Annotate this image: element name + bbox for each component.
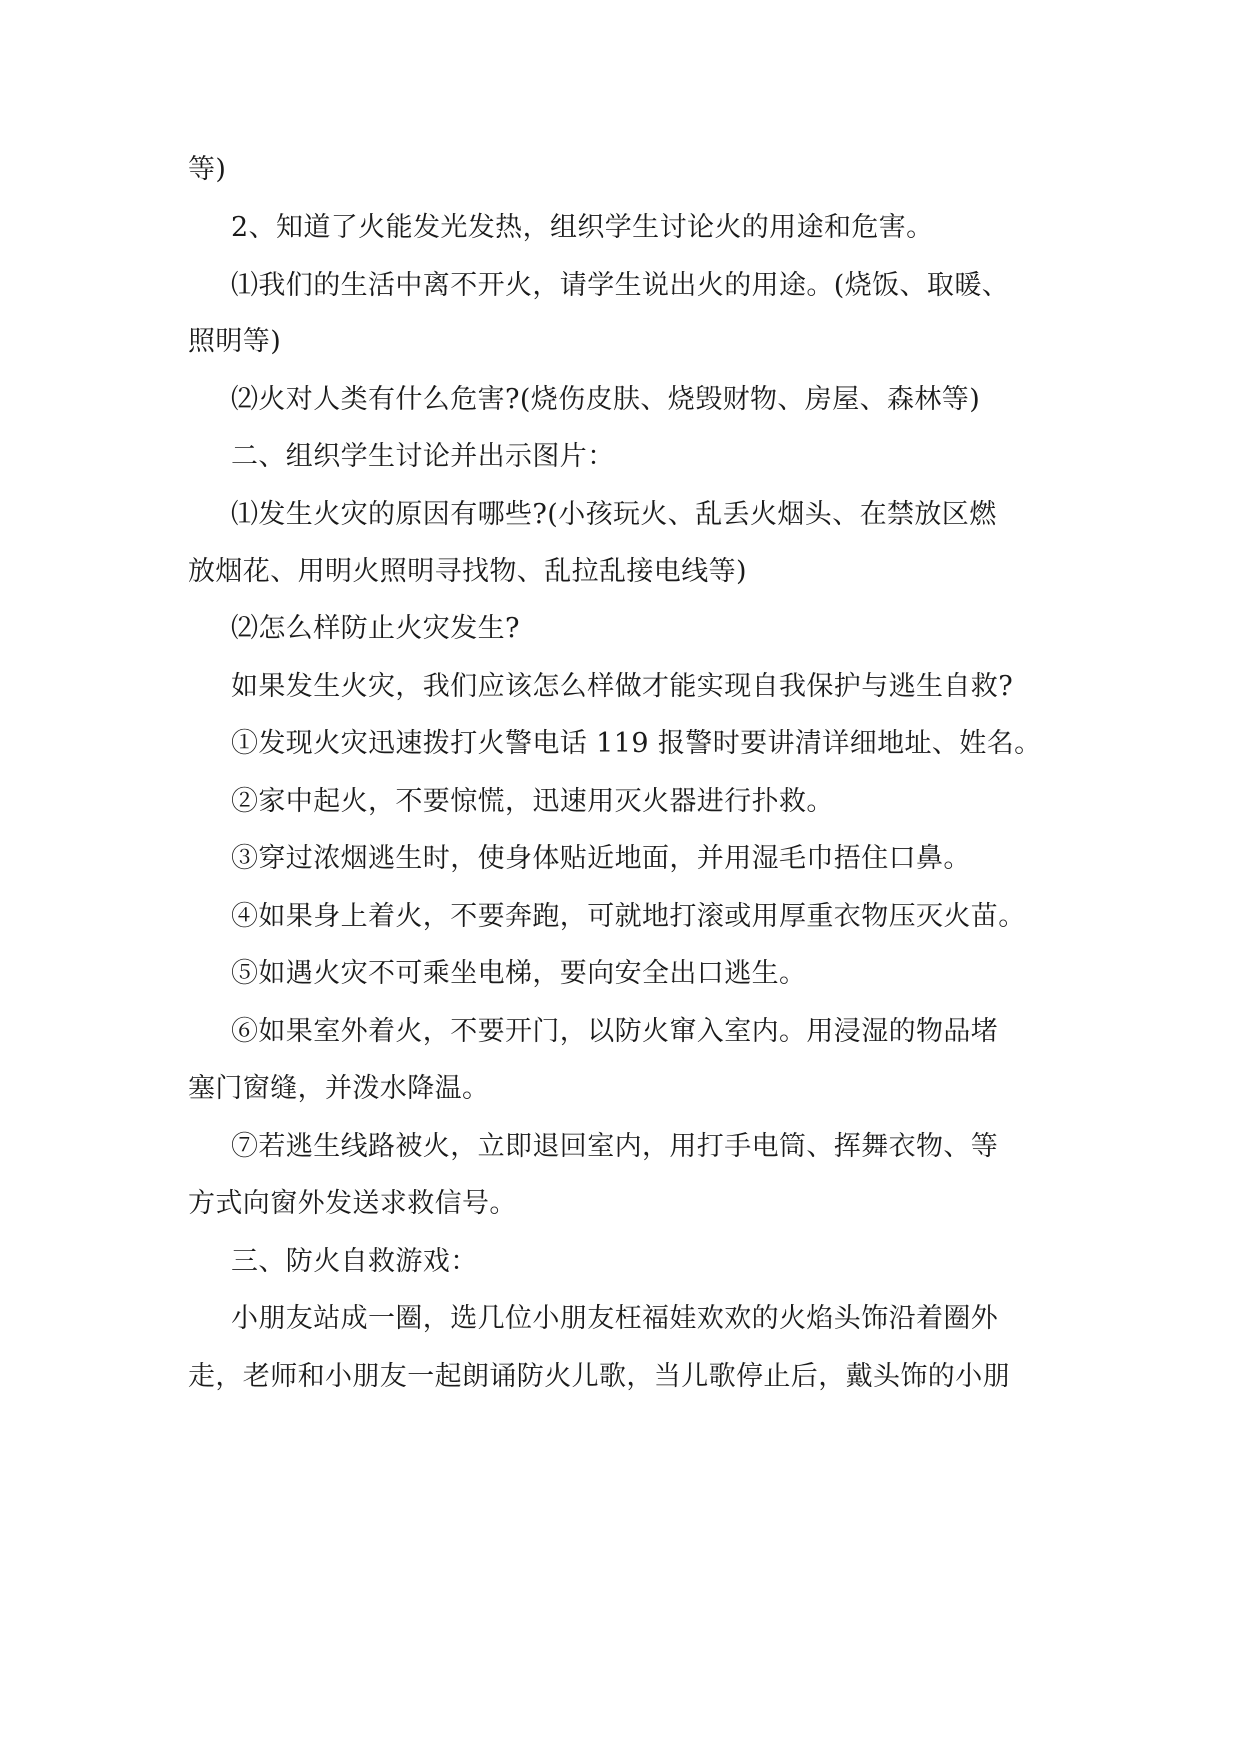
section-heading-3-line: 三、防火自救游戏： xyxy=(231,1246,478,1277)
prevention-question-line: ⑵怎么样防止火灾发生? xyxy=(231,613,520,644)
cause-question-continuation-line: 放烟花、用明火照明寻找物、乱拉乱接电线等) xyxy=(188,556,747,587)
rescue-step-6-line: ⑥如果室外着火，不要开门，以防火窜入室内。用浸湿的物品堵 xyxy=(231,1016,999,1047)
rescue-step-6-continuation-line: 塞门窗缝，并泼水降温。 xyxy=(188,1073,490,1104)
rescue-step-7-continuation-line: 方式向窗外发送求救信号。 xyxy=(188,1188,517,1219)
rescue-step-1-line: ①发现火灾迅速拨打火警电话 119 报警时要讲清详细地址、姓名。 xyxy=(231,728,1042,759)
sub-item-1-line: ⑴我们的生活中离不开火，请学生说出火的用途。(烧饭、取暖、 xyxy=(231,270,1010,301)
game-description-line: 小朋友站成一圈，选几位小朋友枉福娃欢欢的火焰头饰沿着圈外 xyxy=(231,1303,999,1334)
sub-item-2-line: ⑵火对人类有什么危害?(烧伤皮肤、烧毁财物、房屋、森林等) xyxy=(231,384,981,415)
rescue-step-2-line: ②家中起火，不要惊慌，迅速用灭火器进行扑救。 xyxy=(231,786,834,817)
section-item-2-line: 2、知道了火能发光发热，组织学生讨论火的用途和危害。 xyxy=(231,212,934,243)
rescue-step-4-line: ④如果身上着火，不要奔跑，可就地打滚或用厚重衣物压灭火苗。 xyxy=(231,901,1026,932)
paragraph-continuation-line: 等) xyxy=(188,154,227,185)
sub-item-1-continuation-line: 照明等) xyxy=(188,326,282,357)
game-description-continuation-line: 走，老师和小朋友一起朗诵防火儿歌，当儿歌停止后，戴头饰的小朋 xyxy=(188,1361,1010,1392)
rescue-step-5-line: ⑤如遇火灾不可乘坐电梯，要向安全出口逃生。 xyxy=(231,958,807,989)
rescue-step-7-line: ⑦若逃生线路被火，立即退回室内，用打手电筒、挥舞衣物、等 xyxy=(231,1131,999,1162)
self-rescue-question-line: 如果发生火灾，我们应该怎么样做才能实现自我保护与逃生自救? xyxy=(231,671,1014,702)
section-heading-2-line: 二、组织学生讨论并出示图片： xyxy=(231,441,615,472)
cause-question-line: ⑴发生火灾的原因有哪些?(小孩玩火、乱丢火烟头、在禁放区燃 xyxy=(231,499,997,530)
rescue-step-3-line: ③穿过浓烟逃生时，使身体贴近地面，并用湿毛巾捂住口鼻。 xyxy=(231,843,971,874)
